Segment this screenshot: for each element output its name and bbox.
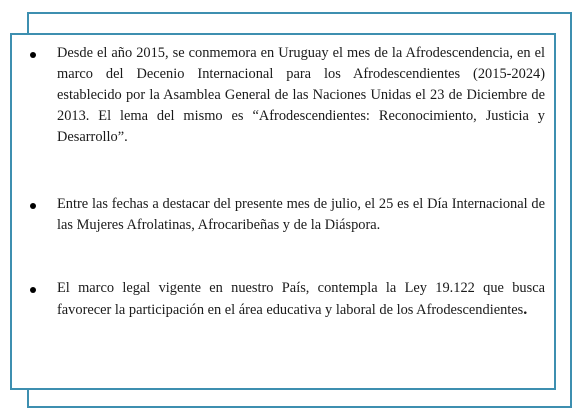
bullet-text: Desde el año 2015, se conmemora en Uruguay el mes de la Afrodescendencia, en el marco del Decenio Internacional para los Afrodescendientes (2015-2024) establecido por la Asamblea General de las Naciones Unidas el 23 de Diciembre de 2013. El lema del mismo es “Afrodescendientes: Reconocimiento, Justicia y Desarrollo”. — [57, 45, 545, 145]
bullet-text: Entre las fechas a destacar del presente mes de julio, el 25 es el Día Internacional de las Mujeres Afrolatinas, Afrocaribeñas y de la Diáspora. — [57, 196, 545, 233]
text-box — [10, 33, 556, 390]
final-period: . — [523, 301, 528, 318]
bullet-text-container — [57, 278, 545, 321]
bullet-text: El marco legal vigente en nuestro País, contempla la Ley 19.122 que busca favorecer la participación en el área educativa y laboral de los Afrodescendientes — [57, 280, 545, 318]
bullet-icon — [30, 287, 36, 293]
bullet-icon — [30, 203, 36, 209]
bullet-icon — [30, 52, 36, 58]
